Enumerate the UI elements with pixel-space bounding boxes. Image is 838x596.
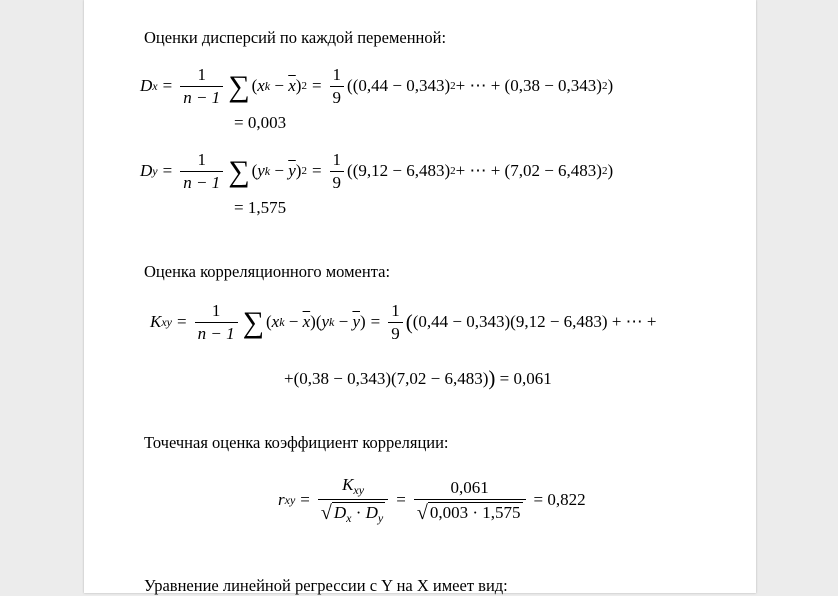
kxy-line2: +(0,38 − 0,343)(7,02 − 6,483) (284, 368, 489, 388)
kxy-subscript: xy (161, 314, 172, 329)
rxy-subscript: xy (284, 492, 296, 507)
dy-subscript: y (152, 163, 158, 178)
kxy-symbol: K (150, 312, 162, 332)
dx-expansion: ((0,44 − 0,343) (347, 76, 451, 96)
equation-dy: D y = $\frac{1}{n - 1}$ ∑ ( y k − $\overline{y}$ ) 2 = $\frac{1}{9}$ ((9,12 − 6,483) 2 + ⋯ + (7,02 − 6,483) 2 ) (140, 150, 614, 192)
sqrt-icon: √ 0,003 · 1,575 (416, 501, 521, 524)
kxy-fraction-2: $\frac{1}{9}$ (388, 302, 403, 343)
equation-dx: D x = $\frac{1}{n - 1}$ ∑ ( x k − $\overline{x}$ ) 2 = $\frac{1}{9}$ ((0,44 − 0,343) 2 + ⋯ + (0,38 − 0,343) 2 ) (140, 65, 614, 107)
heading-correlation-coefficient: Точечная оценка коэффициент корреляции: (144, 433, 449, 452)
rxy-result: = 0,822 (533, 490, 586, 510)
kxy-line1: (0,44 − 0,343)(9,12 − 6,483) + ⋯ + (412, 312, 657, 332)
heading-correlation-moment: Оценка корреляционного момента: (144, 262, 391, 281)
dy-fraction: $\frac{1}{n - 1}$ (180, 151, 223, 192)
document-page (84, 0, 756, 593)
equation-kxy-line2: +(0,38 − 0,343)(7,02 − 6,483) ) = 0,061 (284, 366, 552, 390)
dx-fraction: $\frac{1}{n - 1}$ (180, 66, 223, 107)
dy-symbol: D (140, 161, 153, 181)
rxy-symbol: r (278, 490, 285, 510)
sum-icon: ∑ (228, 155, 250, 189)
dx-fraction-2: $\frac{1}{9}$ (330, 66, 345, 107)
rxy-fraction: $K_{xy}$ √ $D_x \cdot D_y$ (318, 476, 388, 524)
kxy-fraction: $\frac{1}{n - 1}$ (195, 302, 238, 343)
sum-icon: ∑ (242, 306, 264, 340)
dx-result: = 0,003 (234, 113, 287, 132)
dx-symbol: D (140, 76, 153, 96)
heading-regression: Уравнение линейной регрессии с Y на X имеет вид: (144, 576, 508, 595)
dy-expansion: ((9,12 − 6,483) (347, 161, 451, 181)
dy-result: = 1,575 (234, 198, 287, 217)
sqrt-icon: √ $D_x \cdot D_y$ (320, 501, 384, 525)
kxy-result: = 0,061 (499, 368, 552, 388)
dy-fraction-2: $\frac{1}{9}$ (330, 151, 345, 192)
equation-kxy: K xy = $\frac{1}{n - 1}$ ∑ ( x k − $\overline{x}$ )( y k − $\overline{y}$ ) = $\frac{1}{9}$ ( (0,44 − 0,343)(9,12 − 6,483) + ⋯ + (150, 301, 657, 343)
equation-rxy: r xy = $K_{xy}$ √ $D_x \cdot D_y$ = 0,061 √ 0,003 · 1,575 = 0,822 (278, 475, 586, 525)
heading-dispersions: Оценки дисперсий по каждой переменной: (144, 28, 447, 47)
sum-icon: ∑ (228, 70, 250, 104)
rxy-fraction-2: 0,061 √ 0,003 · 1,575 (414, 479, 526, 522)
dx-subscript: x (152, 78, 158, 93)
